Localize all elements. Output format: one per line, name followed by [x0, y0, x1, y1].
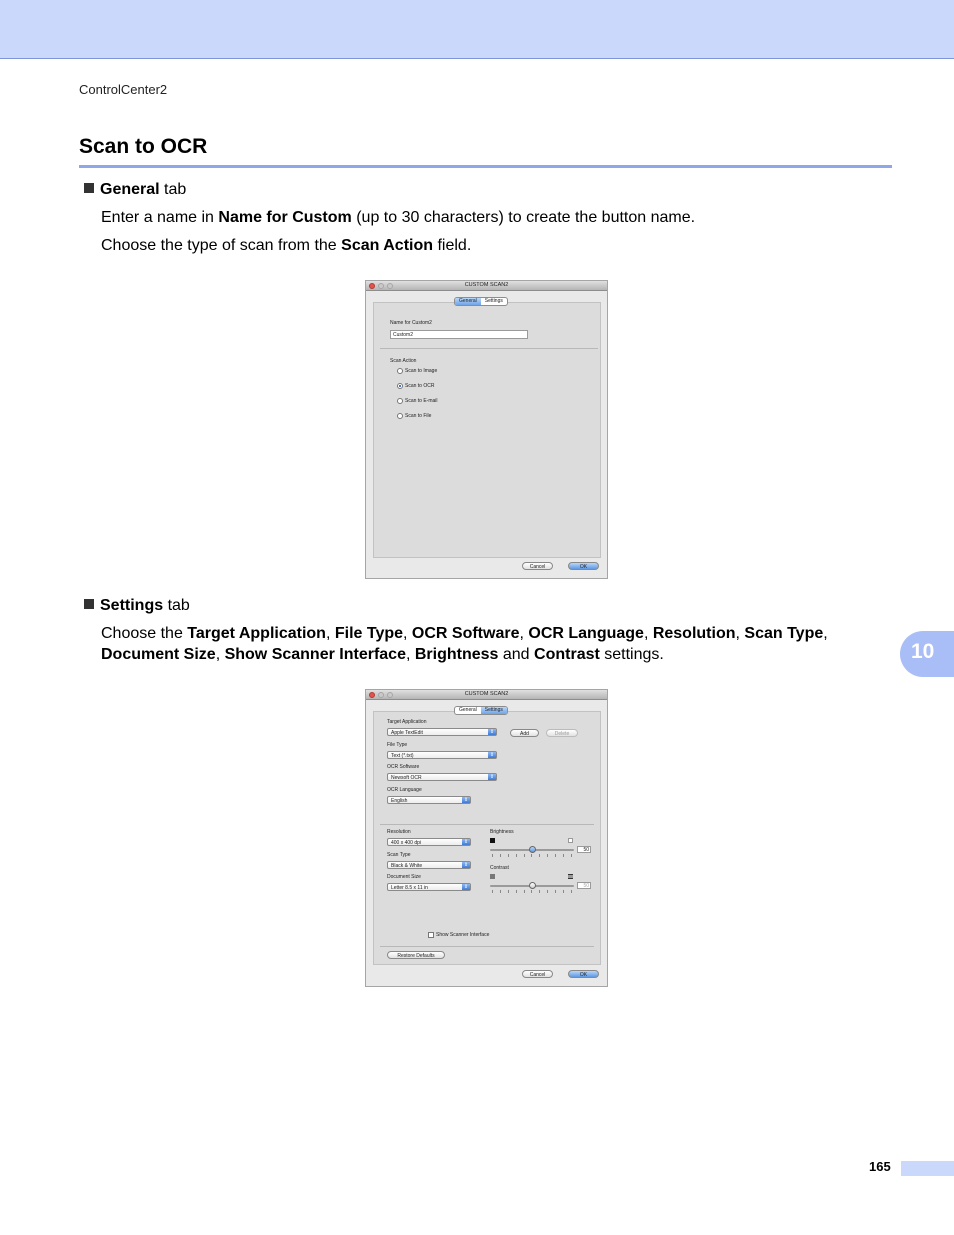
settings-tab-heading — [84, 596, 190, 616]
low-contrast-icon — [490, 874, 495, 879]
text-run: , — [735, 625, 745, 642]
text-run: and — [498, 646, 535, 663]
footer-bar — [901, 1161, 954, 1176]
ok-button[interactable]: OK — [568, 970, 599, 978]
radio-selected-icon — [397, 383, 403, 389]
running-header: ControlCenter2 — [79, 82, 168, 97]
name-for-custom-input[interactable]: Custom2 — [390, 330, 528, 339]
add-button[interactable]: Add — [510, 729, 539, 737]
scan-action-label: Scan Action — [390, 358, 417, 364]
custom-scan-general-dialog — [365, 280, 608, 579]
bold-term: Resolution — [652, 625, 736, 642]
select-value: 400 x 400 dpi — [391, 840, 422, 846]
settings-heading-suffix: tab — [163, 597, 190, 614]
select-value: Newsoft OCR — [391, 775, 422, 781]
bold-term: Contrast — [534, 646, 600, 663]
radio-label: Scan to File — [405, 413, 432, 419]
document-size-label: Document Size — [387, 874, 421, 880]
text-run: , — [325, 625, 335, 642]
restore-defaults-button[interactable]: Restore Defaults — [387, 951, 445, 959]
radio-label: Scan to OCR — [405, 383, 435, 389]
square-bullet-icon — [84, 599, 94, 609]
target-application-label: Target Application — [387, 719, 427, 725]
general-paragraph-2 — [101, 235, 891, 256]
select-arrows-icon: ⇕ — [489, 729, 495, 735]
square-bullet-icon — [84, 183, 94, 193]
chapter-number: 10 — [911, 640, 935, 663]
bold-term: Brightness — [414, 646, 499, 663]
contrast-value-field[interactable]: 50 — [577, 882, 591, 889]
high-contrast-icon — [568, 874, 573, 879]
text-run: , — [215, 646, 225, 663]
custom-scan-settings-dialog — [365, 689, 608, 987]
divider — [380, 348, 598, 349]
general-paragraph-1 — [101, 207, 891, 228]
select-value: English — [391, 798, 408, 804]
dialog-tabbar — [454, 706, 508, 715]
bold-term: Name for Custom — [218, 209, 352, 226]
radio-label: Scan to E-mail — [405, 398, 438, 404]
select-arrows-icon: ⇕ — [489, 774, 495, 780]
bold-term: Scan Type — [744, 625, 824, 642]
scan-type-select[interactable] — [387, 861, 471, 869]
bold-term: OCR Software — [411, 625, 520, 642]
cancel-button[interactable]: Cancel — [522, 562, 553, 570]
general-heading-bold: General — [100, 181, 160, 198]
target-application-select[interactable] — [387, 728, 497, 736]
document-size-select[interactable] — [387, 883, 471, 891]
bold-term: OCR Language — [528, 625, 644, 642]
text-run: , — [405, 646, 415, 663]
select-value: Text (*.txt) — [391, 753, 414, 759]
divider — [380, 824, 594, 825]
text-run: settings. — [599, 646, 664, 663]
section-title: Scan to OCR — [79, 135, 208, 158]
page-number: 165 — [869, 1159, 891, 1174]
bold-term: Document Size — [101, 646, 216, 663]
select-value: Apple TextEdit — [391, 730, 423, 736]
radio-icon — [397, 368, 403, 374]
brightness-ticks — [492, 854, 572, 857]
ocr-language-select[interactable] — [387, 796, 471, 804]
ocr-language-label: OCR Language — [387, 787, 422, 793]
ocr-software-label: OCR Software — [387, 764, 420, 770]
radio-scan-to-email[interactable] — [397, 398, 438, 404]
select-value: Black & White — [391, 863, 423, 869]
radio-scan-to-ocr[interactable] — [397, 383, 434, 389]
checkbox-label: Show Scanner Interface — [436, 932, 490, 938]
general-heading-suffix: tab — [159, 181, 187, 198]
text-run: , — [643, 625, 653, 642]
brightness-value-field[interactable]: 50 — [577, 846, 591, 853]
text-run: , — [823, 625, 828, 642]
select-arrows-icon: ⇕ — [463, 862, 469, 868]
radio-icon — [397, 413, 403, 419]
text-run: Enter a name in — [101, 209, 219, 226]
text-run: Choose the — [101, 625, 188, 642]
radio-label: Scan to Image — [405, 368, 438, 374]
text-run: , — [519, 625, 529, 642]
brightness-slider-knob[interactable] — [529, 846, 536, 853]
file-type-label: File Type — [387, 742, 408, 748]
select-value: Letter 8.5 x 11 in — [391, 885, 428, 891]
header-band — [0, 0, 954, 59]
bold-term: Show Scanner Interface — [224, 646, 406, 663]
text-run: Choose the type of scan from the — [101, 237, 342, 254]
dialog-title: CUSTOM SCAN2 — [464, 691, 509, 697]
tab-general[interactable]: General — [459, 707, 477, 713]
delete-button[interactable]: Delete — [546, 729, 578, 737]
ok-button[interactable]: OK — [568, 562, 599, 570]
contrast-label: Contrast — [490, 865, 509, 871]
settings-paragraph — [101, 623, 891, 665]
select-arrows-icon: ⇕ — [463, 839, 469, 845]
bold-term: Target Application — [187, 625, 326, 642]
resolution-select[interactable] — [387, 838, 471, 846]
cancel-button[interactable]: Cancel — [522, 970, 553, 978]
bold-term: File Type — [334, 625, 404, 642]
ocr-software-select[interactable] — [387, 773, 497, 781]
bold-term: Scan Action — [341, 237, 434, 254]
resolution-label: Resolution — [387, 829, 411, 835]
scan-type-label: Scan Type — [387, 852, 411, 858]
text-run: (up to 30 characters) to create the button name. — [351, 209, 696, 226]
contrast-ticks — [492, 890, 572, 893]
tab-general[interactable]: General — [455, 298, 481, 305]
dialog-titlebar — [366, 281, 607, 291]
select-arrows-icon: ⇕ — [463, 797, 469, 803]
title-rule — [79, 165, 892, 168]
dark-swatch-icon — [490, 838, 495, 843]
dialog-content-panel — [373, 302, 601, 558]
checkbox-icon — [428, 932, 434, 938]
dialog-title: CUSTOM SCAN2 — [464, 282, 509, 288]
divider — [380, 946, 594, 947]
tab-settings[interactable]: Settings — [481, 707, 507, 714]
select-arrows-icon: ⇕ — [489, 752, 495, 758]
light-swatch-icon — [568, 838, 573, 843]
tab-settings[interactable]: Settings — [484, 298, 503, 304]
show-scanner-interface-checkbox[interactable] — [428, 932, 489, 938]
settings-heading-bold: Settings — [100, 597, 164, 614]
text-run: field. — [433, 237, 472, 254]
radio-scan-to-file[interactable] — [397, 413, 431, 419]
radio-icon — [397, 398, 403, 404]
general-tab-heading — [84, 180, 186, 200]
radio-scan-to-image[interactable] — [397, 368, 437, 374]
text-run: , — [403, 625, 412, 642]
name-for-custom-label: Name for Custom2 — [390, 320, 432, 326]
contrast-slider-knob[interactable] — [529, 882, 536, 889]
file-type-select[interactable] — [387, 751, 497, 759]
brightness-label: Brightness — [490, 829, 514, 835]
dialog-titlebar — [366, 690, 607, 700]
select-arrows-icon: ⇕ — [463, 884, 469, 890]
dialog-tabbar — [454, 297, 508, 306]
